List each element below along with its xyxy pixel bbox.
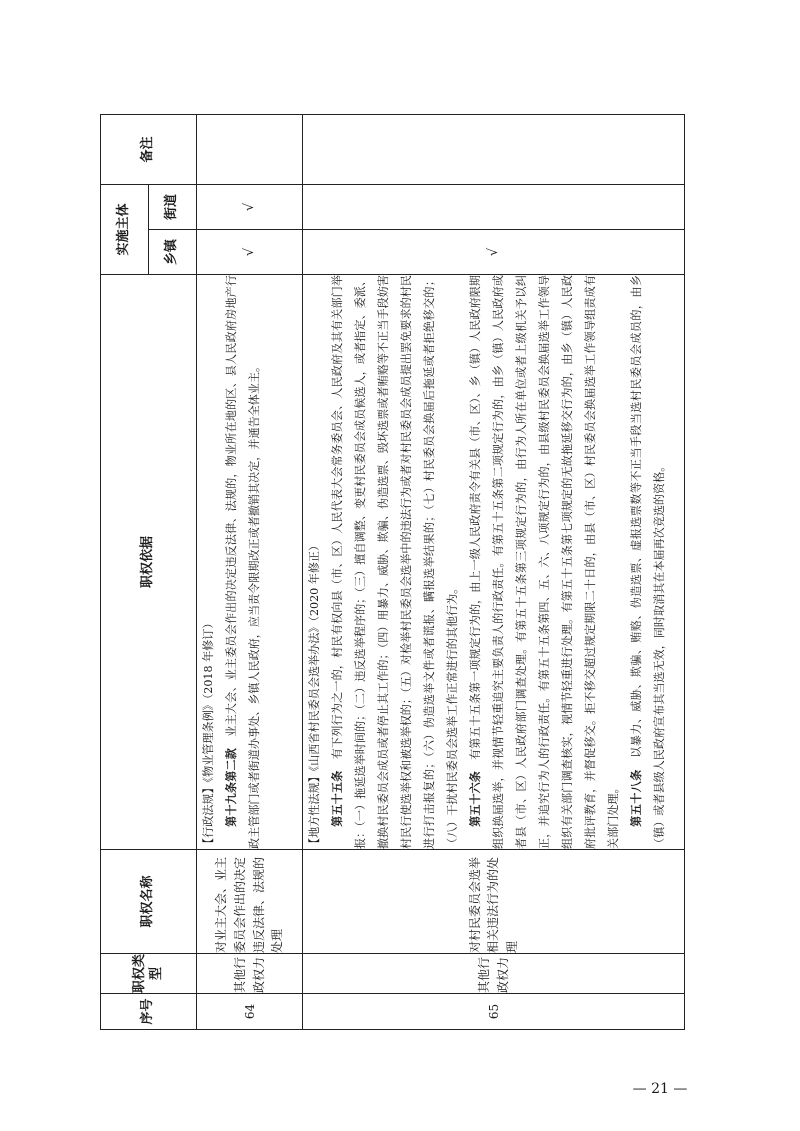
header-subject: 实施主体 — [101, 184, 149, 274]
header-remarks: 备注 — [101, 114, 197, 184]
article-text: 有下列行为之一的，村民有权向县（市、区）人民代表大会常务委员会、人民政府及其有关部门举报：（一）拖延选举时间的；（二）违反选举程序的；（三）擅自调整、变更村民委员会成员候选人，或者指定、委派、撤换村民委员会成员或者停止其工作的；（四）用暴力、威胁、欺骗、伪造选票、毁坏选票或者贿赂等不正当手段妨害村民行使选举权和被选举权的；（五）对检举村民委员会选举中的违法行为或者对村民委员会成员提出罢免要求的村民进行打击报复的；（六）伪造选举文件或者谎报、瞒报选举结果的；（七）村民委员会换届后拖延或者拒绝移交的；（八）干扰村民委员会选举工作正常进行的其他行为。 — [331, 275, 459, 849]
row-street-check: √ — [197, 184, 303, 229]
article-text: 业主大会、业主委员会作出的决定违反法律、法规的，物业所在地的区、县人民政府房地产行政主管部门或者街道办事处、乡镇人民政府，应当责令限期改正或者撤销其决定，并通告全体业主。 — [225, 275, 261, 849]
law-title: 【行政法规】《物业管理条例》（2018 年修订） — [202, 617, 215, 849]
law-article — [464, 275, 625, 849]
row-township-check: √ — [303, 230, 685, 275]
header-township: 乡镇 — [149, 230, 197, 275]
row-seq: 64 — [197, 994, 303, 1030]
article-text: 以暴力、威胁、欺骗、贿赂、伪造选票、虚报选票数等不正当手段当选村民委员会成员的，由乡（镇）或者县级人民政府宣布其当选无效，同时取消其在本届再次竞选的资格。 — [630, 275, 666, 849]
row-type: 其他行政权力 — [197, 954, 303, 994]
header-type: 职权类型 — [101, 954, 197, 994]
authority-table — [100, 114, 685, 1030]
law-article — [220, 275, 266, 849]
row-type: 其他行政权力 — [303, 954, 685, 994]
rotated-table-frame — [100, 115, 685, 1030]
row-remarks — [303, 114, 685, 184]
row-remarks — [197, 114, 303, 184]
article-number: 第五十六条 — [469, 771, 482, 827]
table-row — [303, 114, 685, 1029]
article-number: 第五十八条 — [630, 769, 643, 827]
row-basis — [197, 275, 303, 850]
article-number: 第十九条第二款 — [225, 747, 238, 827]
row-seq: 65 — [303, 994, 685, 1030]
row-street-check — [303, 184, 685, 229]
row-township-check: √ — [197, 230, 303, 275]
header-basis: 职权依据 — [101, 275, 197, 850]
row-name: 对业主大会、业主委员会作出的决定违反法律、法规的处理 — [197, 850, 303, 954]
article-text: 有第五十五条第一项规定行为的，由上一级人民政府责令有关县（市、区）、乡（镇）人民政府限期组织换届选举，并视情节轻重追究主要负责人的行政责任。有第五十五条第二项规定行为的，由乡（镇）人民政府或者县（市、区）人民政府部门调查处理。有第五十五条第三项规定行为的，由行为人所在单位或者上级机关予以纠正，并追究行为人的行政责任。有第五十五条第四、五、六、八项规定行为的，由县级村民委员会换届选举工作领导组织有关部门调查核实，视情节轻重进行处理。有第五十五条第七项规定的无故拖延移交行为的，由乡（镇）人民政府批评教育，并督促移交。拒不移交超过规定期限二十日的，由县（市、区）村民委员会换届选举工作领导组责成有关部门处理。 — [469, 275, 620, 849]
row-basis — [303, 275, 685, 850]
law-title: 【地方性法规】《山西省村民委员会选举办法》（2020 年修正） — [308, 539, 321, 849]
header-name: 职权名称 — [101, 850, 197, 954]
row-name: 对村民委员会选举相关违法行为的处理 — [303, 850, 685, 954]
law-article — [326, 275, 464, 849]
table-row — [197, 114, 303, 1029]
header-seq: 序号 — [101, 994, 197, 1030]
page-number: — 21 — — [632, 1081, 688, 1097]
article-number: 第五十五条 — [331, 770, 344, 827]
header-street: 街道 — [149, 184, 197, 229]
law-article — [625, 275, 671, 849]
